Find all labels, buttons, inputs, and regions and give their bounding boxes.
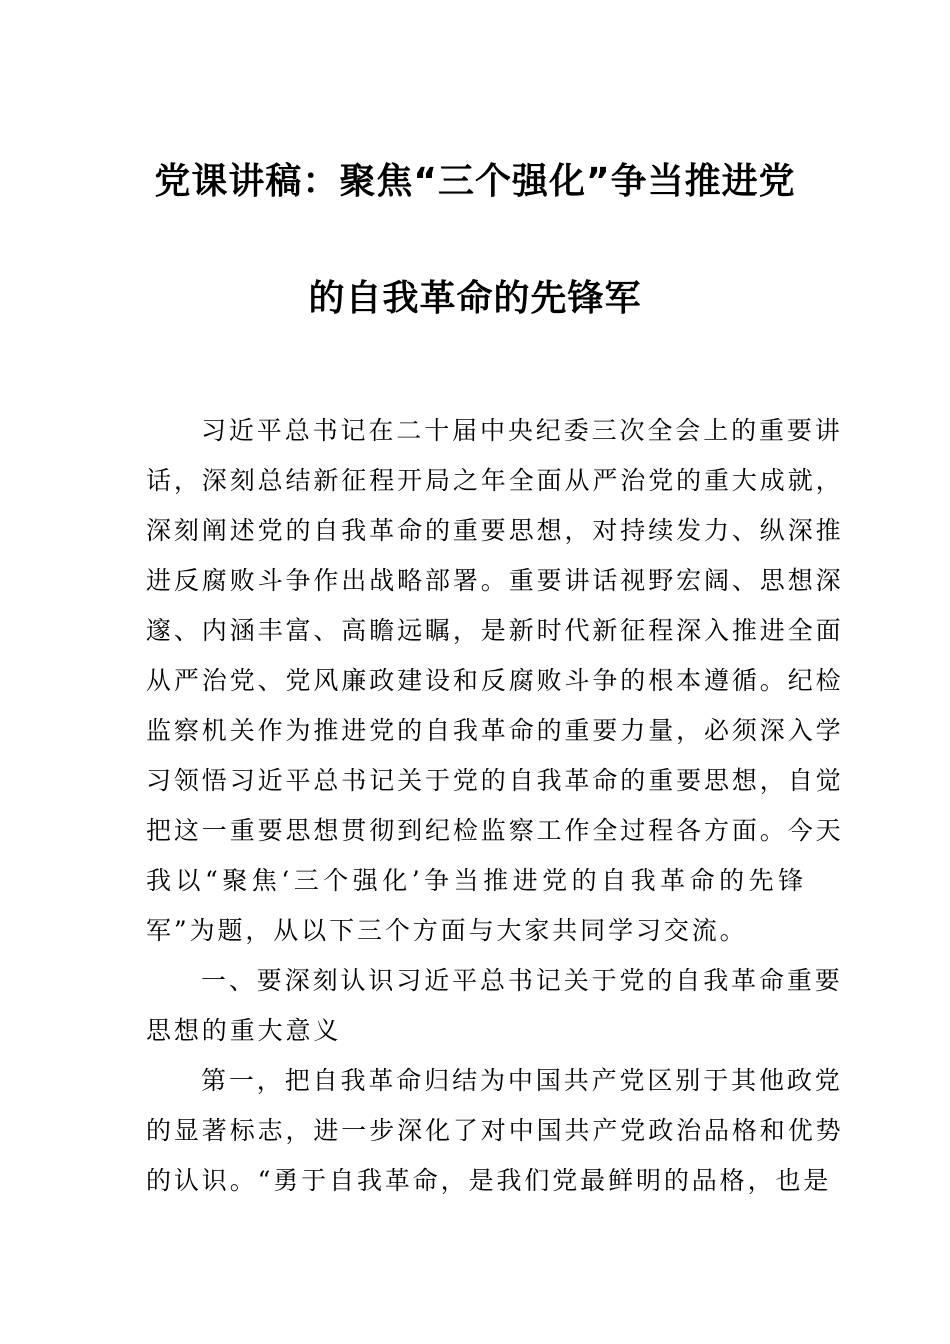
text-line: 第一，把自我革命归结为中国共产党区别于其他政党 bbox=[201, 1066, 843, 1095]
paragraph-section-heading-1 bbox=[146, 956, 843, 1056]
text-line: 进反腐败斗争作出战略部署。重要讲话视野宏阔、思想深 bbox=[146, 566, 844, 595]
text-line: 深刻阐述党的自我革命的重要思想，对持续发力、纵深推 bbox=[146, 516, 844, 545]
document-title-line-2: 的自我革命的先锋军 bbox=[308, 278, 642, 319]
text-line: 从严治党、党风廉政建设和反腐败斗争的根本遵循。纪检 bbox=[146, 666, 844, 695]
text-line: 一、要深刻认识习近平总书记关于党的自我革命重要 bbox=[201, 966, 843, 995]
paragraph-point-1 bbox=[146, 1056, 844, 1206]
text-line: 话，深刻总结新征程开局之年全面从严治党的重大成就， bbox=[146, 466, 844, 495]
document-title-line-1: 党课讲稿：聚焦“三个强化”争当推进党 bbox=[154, 161, 796, 202]
text-line: 的认识。“勇于自我革命，是我们党最鲜明的品格，也是 bbox=[146, 1166, 832, 1195]
text-line: 监察机关作为推进党的自我革命的重要力量，必须深入学 bbox=[146, 716, 844, 745]
text-line: 把这一重要思想贯彻到纪检监察工作全过程各方面。今天 bbox=[146, 816, 844, 845]
text-line: 军”为题，从以下三个方面与大家共同学习交流。 bbox=[146, 916, 748, 945]
text-line: 习近平总书记在二十届中央纪委三次全会上的重要讲 bbox=[201, 416, 843, 445]
document-body bbox=[146, 406, 844, 1206]
text-line: 习领悟习近平总书记关于党的自我革命的重要思想，自觉 bbox=[146, 766, 844, 795]
paragraph-intro bbox=[146, 406, 844, 956]
text-line: 思想的重大意义 bbox=[146, 1016, 342, 1045]
text-line: 我以“聚焦‘三个强化’争当推进党的自我革命的先锋 bbox=[146, 866, 806, 895]
text-line: 邃、内涵丰富、高瞻远瞩，是新时代新征程深入推进全面 bbox=[146, 616, 844, 645]
text-line: 的显著标志，进一步深化了对中国共产党政治品格和优势 bbox=[146, 1116, 844, 1145]
